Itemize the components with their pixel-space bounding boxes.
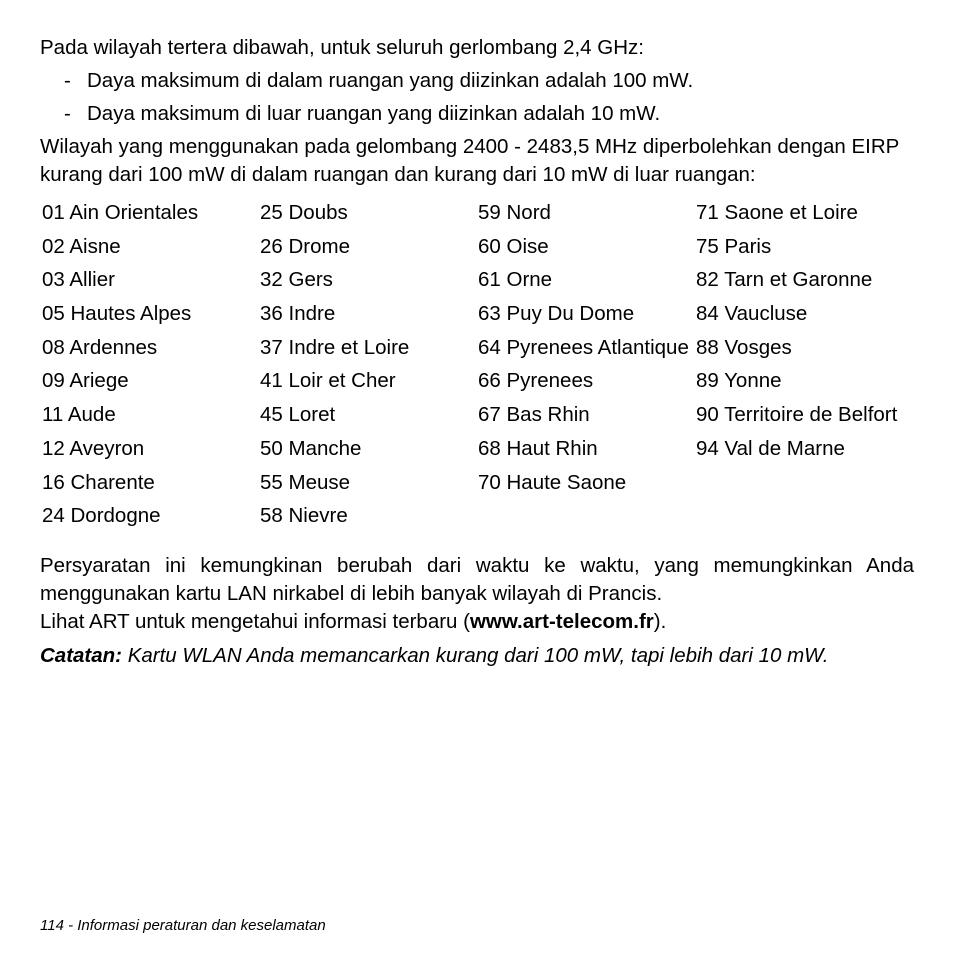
bullet-dash: - [64, 102, 71, 125]
bullet-dash: - [64, 69, 71, 92]
region-column [260, 199, 478, 536]
art-reference-prefix: Lihat ART untuk mengetahui informasi terbaru ( [40, 609, 470, 633]
intro-paragraph: Pada wilayah tertera dibawah, untuk seluruh gerlombang 2,4 GHz: [40, 36, 644, 59]
region-item: 55 Meuse [260, 470, 351, 494]
region-item: 67 Bas Rhin [478, 403, 590, 427]
region-item: 09 Ariege [42, 369, 129, 393]
region-item: 50 Manche [260, 436, 362, 460]
regions-intro-paragraph: Wilayah yang menggunakan pada gelombang 2400 - 2483,5 MHz diperbolehkan dengan EIRP kurang dari 100 mW di dalam ruangan dan kurang dari 10 mW di luar ruangan: [40, 135, 899, 186]
note-label: Catatan: [40, 643, 123, 667]
region-item: 90 Territoire de Belfort [696, 403, 898, 427]
region-item: 71 Saone et Loire [696, 201, 858, 224]
art-reference-paragraph [40, 608, 914, 636]
art-website-link[interactable]: www.art-telecom.fr [469, 609, 654, 633]
region-item: 64 Pyrenees Atlantique [478, 335, 689, 359]
note-text: Kartu WLAN Anda memancarkan kurang dari 100 mW, tapi lebih dari 10 mW. [122, 643, 829, 667]
region-item: 59 Nord [478, 201, 551, 224]
power-limits-list [40, 67, 914, 128]
region-item: 01 Ain Orientales [42, 201, 199, 224]
region-item: 60 Oise [478, 234, 549, 258]
region-item: 25 Doubs [260, 201, 348, 224]
region-item: 89 Yonne [696, 369, 782, 393]
region-column [696, 199, 914, 536]
region-item: 02 Aisne [42, 234, 121, 258]
region-item: 63 Puy Du Dome [478, 302, 635, 326]
region-item: 37 Indre et Loire [260, 335, 410, 359]
region-item: 45 Loret [260, 403, 336, 427]
region-item: 32 Gers [260, 268, 333, 292]
region-item: 94 Val de Marne [696, 436, 845, 460]
region-item: 88 Vosges [696, 335, 792, 359]
page-footer: 114 - Informasi peraturan dan keselamatan [40, 917, 326, 934]
region-column [478, 199, 696, 536]
region-column [42, 199, 260, 536]
note-paragraph [40, 642, 914, 670]
list-item [40, 100, 914, 128]
region-item: 68 Haut Rhin [478, 436, 598, 460]
region-item: 26 Drome [260, 234, 351, 258]
region-item: 03 Allier [42, 268, 115, 292]
list-item-text: Daya maksimum di luar ruangan yang diizinkan adalah 10 mW. [87, 102, 661, 125]
region-item: 70 Haute Saone [478, 470, 627, 494]
region-item: 58 Nievre [260, 504, 348, 528]
change-notice-paragraph: Persyaratan ini kemungkinan berubah dari waktu ke waktu, yang memungkinkan Anda menggunakan kartu LAN nirkabel di lebih banyak wilayah di Prancis. [40, 553, 914, 605]
art-reference-suffix: ). [653, 609, 667, 633]
region-item: 08 Ardennes [42, 335, 158, 359]
list-item-text: Daya maksimum di dalam ruangan yang diizinkan adalah 100 mW. [87, 69, 694, 92]
region-item: 05 Hautes Alpes [42, 302, 192, 326]
region-item: 11 Aude [42, 403, 116, 427]
region-item: 16 Charente [42, 470, 155, 494]
regions-grid [42, 199, 914, 536]
region-item: 61 Orne [478, 268, 553, 292]
region-item: 84 Vaucluse [696, 302, 808, 326]
region-item: 24 Dordogne [42, 504, 161, 528]
region-item: 82 Tarn et Garonne [696, 268, 873, 292]
document-page [40, 34, 914, 670]
region-item: 36 Indre [260, 302, 336, 326]
region-item: 66 Pyrenees [478, 369, 594, 393]
region-item: 41 Loir et Cher [260, 369, 396, 393]
list-item [40, 67, 914, 95]
region-item: 75 Paris [696, 234, 772, 258]
region-item: 12 Aveyron [42, 436, 145, 460]
